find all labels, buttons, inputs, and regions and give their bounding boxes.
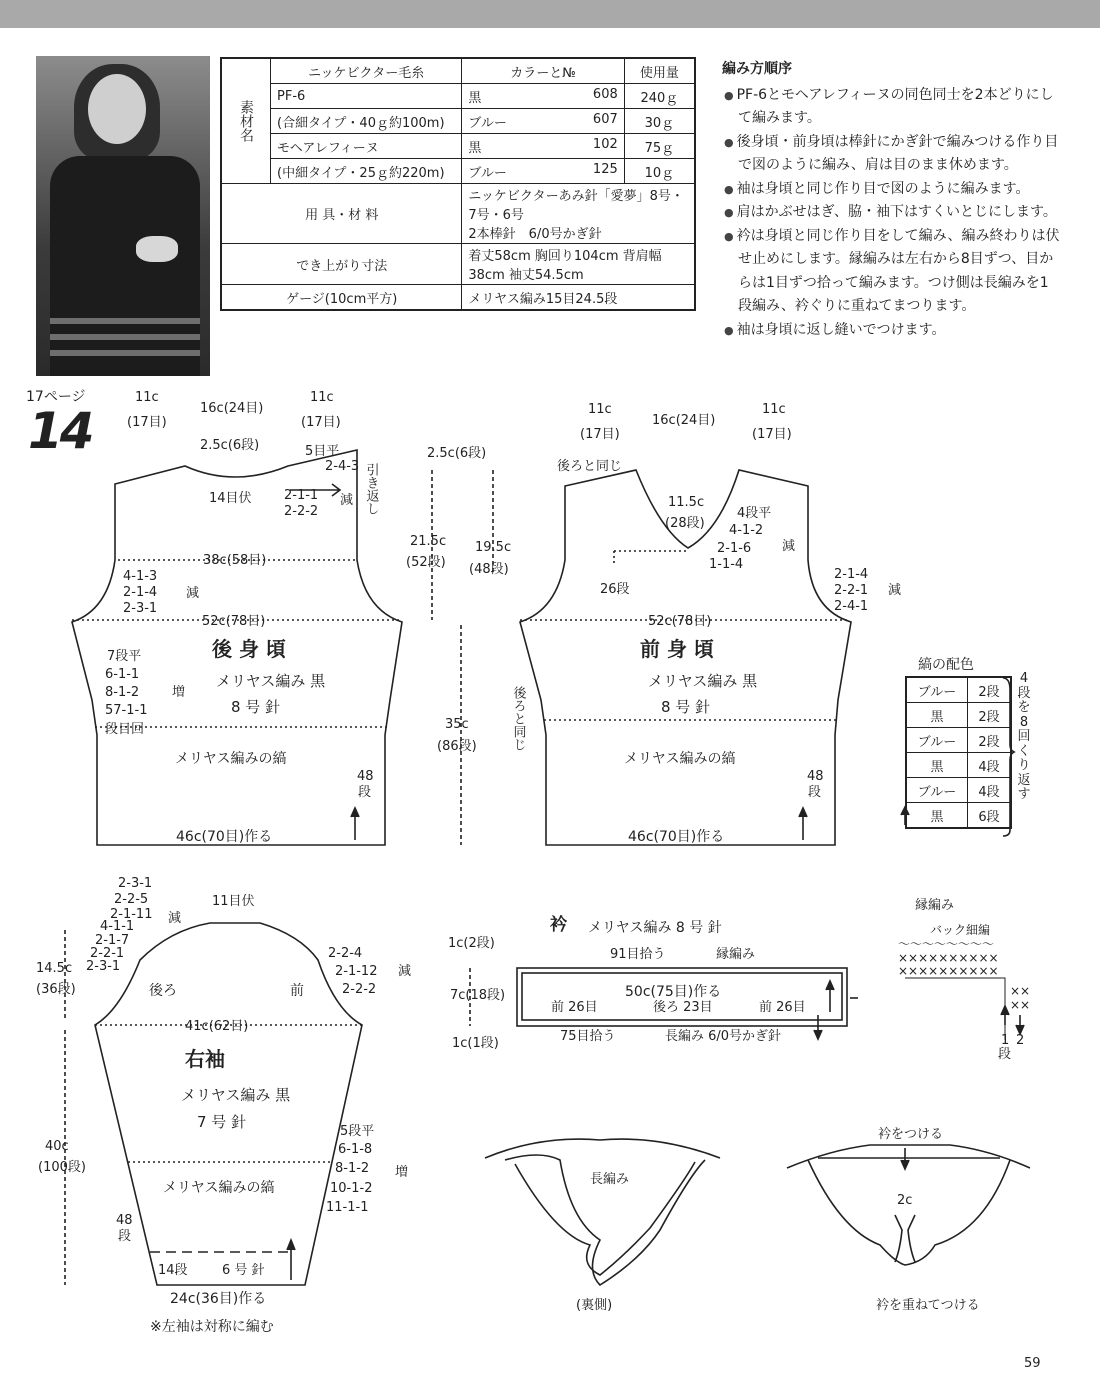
back-top-left: 11c xyxy=(135,390,159,405)
svg-text:長編み 6/0号かぎ針: 長編み 6/0号かぎ針 xyxy=(665,1029,782,1044)
svg-text:1-1-4: 1-1-4 xyxy=(709,557,744,572)
svg-text:14段: 14段 xyxy=(158,1263,188,1278)
back-title: 後 身 頃 xyxy=(212,637,286,661)
yarn-1-color-1: 黒 608 xyxy=(462,84,624,109)
svg-text:21.5c: 21.5c xyxy=(410,534,447,549)
svg-text:××: ×× xyxy=(1010,998,1031,1012)
svg-text:8-1-2: 8-1-2 xyxy=(105,685,140,700)
back-width-38: 38c(58目) xyxy=(203,553,267,568)
svg-text:11.5c: 11.5c xyxy=(668,495,705,510)
svg-text:40c: 40c xyxy=(45,1139,69,1154)
instructions-title: 編み方順序 xyxy=(722,61,792,77)
svg-text:2-3-1: 2-3-1 xyxy=(123,601,158,616)
svg-text:(17目): (17目) xyxy=(580,427,620,442)
svg-text:2-3-1: 2-3-1 xyxy=(118,876,153,891)
svg-text:メリヤス編みの縞: メリヤス編みの縞 xyxy=(175,751,287,767)
svg-text:11c: 11c xyxy=(762,402,786,417)
svg-text:前 26目: 前 26目 xyxy=(551,1000,598,1015)
svg-text:2.5c(6段): 2.5c(6段) xyxy=(427,446,487,461)
sleeve-outline xyxy=(95,923,362,1285)
svg-text:前 26目: 前 26目 xyxy=(759,1000,806,1015)
yarn-2-amount-1: 75ｇ xyxy=(624,134,695,159)
svg-text:48: 48 xyxy=(357,769,374,784)
svg-text:11c: 11c xyxy=(588,402,612,417)
svg-text:後ろ: 後ろ xyxy=(149,983,177,999)
svg-text:××××××××××: ×××××××××× xyxy=(898,964,999,978)
materials-label: 素材名 xyxy=(221,58,271,184)
svg-text:2-4-3: 2-4-3 xyxy=(325,459,360,474)
reference-page: 17ページ xyxy=(26,389,86,405)
svg-text:段: 段 xyxy=(118,1229,132,1244)
svg-text:6-1-1: 6-1-1 xyxy=(105,667,140,682)
tools-label: 用 具・材 料 xyxy=(221,184,462,244)
yarn-1-detail: (合細タイプ・40ｇ約100m) xyxy=(271,109,462,134)
svg-text:減: 減 xyxy=(782,539,796,554)
front-cast-on: 46c(70目)作る xyxy=(628,829,725,845)
svg-text:19.5c: 19.5c xyxy=(475,540,512,555)
yarn-2-detail: (中細タイプ・25ｇ約220m) xyxy=(271,159,462,184)
svg-text:減: 減 xyxy=(168,911,182,926)
svg-text:××××××××××: ×××××××××× xyxy=(898,951,999,965)
svg-text:1c(2段): 1c(2段) xyxy=(448,936,495,951)
svg-text:段目回: 段目回 xyxy=(105,722,145,737)
svg-text:段: 段 xyxy=(998,1047,1012,1062)
svg-text:××: ×× xyxy=(1010,984,1031,998)
svg-text:11c: 11c xyxy=(310,390,334,405)
svg-text:(17目): (17目) xyxy=(752,427,792,442)
svg-text:26段: 26段 xyxy=(600,582,630,597)
stripe-table: ブルー 2段 黒 2段 ブルー 2段 黒 4段 ブルー 4段 黒 6段 xyxy=(905,676,1012,829)
svg-text:14.5c: 14.5c xyxy=(36,961,73,976)
pattern-number: 14 xyxy=(28,402,92,460)
yarn-1-amount-2: 30ｇ xyxy=(624,109,695,134)
svg-text:(100段): (100段) xyxy=(38,1160,86,1175)
svg-text:増: 増 xyxy=(172,685,186,700)
instruction-item: ● PF-6とモヘアレフィーヌの同色同士を2本どりにして編みます。 xyxy=(722,84,1062,131)
svg-text:(48段): (48段) xyxy=(469,562,509,577)
svg-text:衿をつける: 衿をつける xyxy=(878,1127,944,1142)
inside-label: (裏側) xyxy=(576,1298,613,1313)
yarn-2-name: モヘアレフィーヌ xyxy=(271,134,462,159)
svg-text:6 号 針: 6 号 針 xyxy=(222,1263,265,1278)
svg-text:メリヤス編みの縞: メリヤス編みの縞 xyxy=(163,1180,275,1196)
svg-text:5目平: 5目平 xyxy=(305,444,340,459)
svg-text:4-1-2: 4-1-2 xyxy=(729,523,764,538)
instruction-item: ● 袖は身頃と同じ作り目で図のように編みます。 xyxy=(722,178,1062,202)
yarn-1-color-2: ブルー 607 xyxy=(462,109,624,134)
svg-text:バック細編: バック細編 xyxy=(930,923,991,937)
collar-inside-diagram xyxy=(485,1139,720,1285)
svg-text:メリヤス編み 黒: メリヤス編み 黒 xyxy=(648,672,758,690)
instruction-item: ● 後身頃・前身頃は棒針にかぎ針で編みつける作り目で図のように編み、肩は目のまま休めます。 xyxy=(722,131,1062,178)
svg-text:2-1-7: 2-1-7 xyxy=(95,933,130,948)
stripe-table-title: 縞の配色 xyxy=(918,657,974,673)
svg-text:10-1-2: 10-1-2 xyxy=(330,1181,373,1196)
sleeve-title: 右袖 xyxy=(185,1047,225,1071)
svg-text:2: 2 xyxy=(1016,1033,1025,1048)
svg-text:1c(1段): 1c(1段) xyxy=(452,1036,499,1051)
instruction-item: ● 衿は身頃と同じ作り目をして編み、編み終わりは伏せ止めにします。縁編みは左右から8目ずつ、目からは1目ずつ拾って編みます。つけ側は長編みを1段編み、衿ぐりに重ねてまつります。 xyxy=(722,225,1062,319)
yarn-header: ニッケビクター毛糸 xyxy=(271,58,462,84)
svg-text:前: 前 xyxy=(290,983,304,999)
svg-text:11-1-1: 11-1-1 xyxy=(326,1200,369,1215)
svg-text:2-4-1: 2-4-1 xyxy=(834,599,869,614)
svg-text:2c: 2c xyxy=(897,1193,913,1208)
svg-text:メリヤス編み 黒: メリヤス編み 黒 xyxy=(181,1086,291,1104)
svg-text:段: 段 xyxy=(808,785,822,800)
svg-text:後ろ 23目: 後ろ 23目 xyxy=(653,1000,713,1015)
back-width-52: 52c(78目) xyxy=(202,614,266,629)
svg-text:減: 減 xyxy=(340,493,354,508)
gauge-value: メリヤス編み15目24.5段 xyxy=(462,285,695,311)
svg-text:4-1-3: 4-1-3 xyxy=(123,569,158,584)
svg-text:2-1-4: 2-1-4 xyxy=(123,585,158,600)
svg-text:減: 減 xyxy=(186,586,200,601)
svg-text:2.5c(6段): 2.5c(6段) xyxy=(200,438,260,453)
back-cast-on: 46c(70目)作る xyxy=(176,829,273,845)
svg-text:(17目): (17目) xyxy=(127,415,167,430)
svg-text:(52段): (52段) xyxy=(406,555,446,570)
front-width-52: 52c(78目) xyxy=(648,614,712,629)
size-label: でき上がり寸法 xyxy=(221,244,462,285)
collar-cast-on: 50c(75目)作る xyxy=(625,984,722,1000)
svg-text:～～～～～～～～: ～～～～～～～～ xyxy=(898,937,995,951)
color-header: カラーと№ xyxy=(462,58,624,84)
svg-text:(86段): (86段) xyxy=(437,739,477,754)
svg-text:7段平: 7段平 xyxy=(107,649,142,664)
sleeve-bind-off: 11目伏 xyxy=(212,894,255,909)
svg-text:後ろと同じ: 後ろと同じ xyxy=(510,686,526,751)
svg-text:7 号 針: 7 号 針 xyxy=(197,1113,247,1131)
yarn-1-amount-1: 240ｇ xyxy=(624,84,695,109)
svg-text:メリヤス編み 黒: メリヤス編み 黒 xyxy=(216,672,326,690)
yarn-2-color-1: 黒 102 xyxy=(462,134,624,159)
amount-header: 使用量 xyxy=(624,58,695,84)
yarn-2-amount-2: 10ｇ xyxy=(624,159,695,184)
svg-text:増: 増 xyxy=(395,1165,409,1180)
svg-text:91目拾う: 91目拾う xyxy=(610,947,666,962)
svg-text:2-2-5: 2-2-5 xyxy=(114,892,149,907)
svg-text:7c(18段): 7c(18段) xyxy=(450,988,506,1003)
yarn-1-name: PF-6 xyxy=(271,84,462,109)
svg-text:引き返し: 引き返し xyxy=(363,463,379,515)
svg-text:4-1-1: 4-1-1 xyxy=(100,919,135,934)
svg-text:2-2-2: 2-2-2 xyxy=(284,504,319,519)
svg-text:衿を重ねてつける: 衿を重ねてつける xyxy=(876,1298,980,1313)
yarn-2-color-2: ブルー 125 xyxy=(462,159,624,184)
svg-text:2-1-12: 2-1-12 xyxy=(335,964,378,979)
svg-text:2-2-1: 2-2-1 xyxy=(90,946,125,961)
front-title: 前 身 頃 xyxy=(640,637,714,661)
gauge-label: ゲージ(10cm平方) xyxy=(221,285,462,311)
svg-text:48: 48 xyxy=(807,769,824,784)
svg-text:メリヤス編み 8 号 針: メリヤス編み 8 号 針 xyxy=(588,920,722,936)
stripe-repeat: 4段を8回くり返す xyxy=(1017,671,1031,802)
svg-text:2-2-4: 2-2-4 xyxy=(328,946,363,961)
svg-text:8-1-2: 8-1-2 xyxy=(335,1161,370,1176)
svg-text:長編み: 長編み xyxy=(590,1172,630,1187)
tools-value: ニッケビクターあみ針「愛夢」8号・7号・6号 2本棒針 6/0号かぎ針 xyxy=(462,184,695,244)
sleeve-cast-on: 24c(36目)作る xyxy=(170,1291,267,1307)
svg-text:(17目): (17目) xyxy=(301,415,341,430)
svg-text:2-1-1: 2-1-1 xyxy=(284,488,319,503)
svg-text:減: 減 xyxy=(888,583,902,598)
front-top-mid: 16c(24目) xyxy=(652,413,716,428)
page-number: 59 xyxy=(1024,1356,1041,1371)
svg-text:2-1-11: 2-1-11 xyxy=(110,907,153,922)
svg-text:8 号 針: 8 号 針 xyxy=(661,698,711,716)
svg-text:2-1-6: 2-1-6 xyxy=(717,541,752,556)
svg-text:2-2-1: 2-2-1 xyxy=(834,583,869,598)
size-value: 着丈58cm 胸回り104cm 背肩幅38cm 袖丈54.5cm xyxy=(462,244,695,285)
sleeve-width: 41c(62目) xyxy=(185,1019,249,1034)
svg-text:(36段): (36段) xyxy=(36,982,76,997)
svg-text:2-1-4: 2-1-4 xyxy=(834,567,869,582)
collar-title: 衿 xyxy=(550,915,567,935)
svg-text:2-3-1: 2-3-1 xyxy=(86,959,121,974)
svg-text:後ろと同じ: 後ろと同じ xyxy=(557,459,623,474)
edge-chart-title: 縁編み xyxy=(915,898,955,913)
svg-text:35c: 35c xyxy=(445,717,469,732)
svg-text:2-2-2: 2-2-2 xyxy=(342,982,377,997)
svg-text:4段平: 4段平 xyxy=(737,506,772,521)
svg-text:(28段): (28段) xyxy=(665,516,705,531)
instruction-item: ● 袖は身頃に返し縫いでつけます。 xyxy=(722,319,1062,343)
svg-text:段: 段 xyxy=(358,785,372,800)
svg-text:減: 減 xyxy=(398,964,412,979)
svg-text:6-1-8: 6-1-8 xyxy=(338,1142,373,1157)
svg-text:メリヤス編みの縞: メリヤス編みの縞 xyxy=(624,751,736,767)
svg-text:8 号 針: 8 号 針 xyxy=(231,698,281,716)
instruction-item: ● 肩はかぶせはぎ、脇・袖下はすくいとじにします。 xyxy=(722,201,1062,225)
svg-text:5段平: 5段平 xyxy=(340,1124,375,1139)
left-sleeve-note: ※左袖は対称に編む xyxy=(150,1319,274,1335)
svg-text:縁編み: 縁編み xyxy=(716,947,756,962)
back-top-mid: 16c(24目) xyxy=(200,401,264,416)
svg-text:14目伏: 14目伏 xyxy=(209,491,252,506)
svg-text:48: 48 xyxy=(116,1213,133,1228)
svg-text:75目拾う: 75目拾う xyxy=(560,1029,616,1044)
svg-text:1: 1 xyxy=(1001,1033,1010,1048)
svg-text:57-1-1: 57-1-1 xyxy=(105,703,148,718)
